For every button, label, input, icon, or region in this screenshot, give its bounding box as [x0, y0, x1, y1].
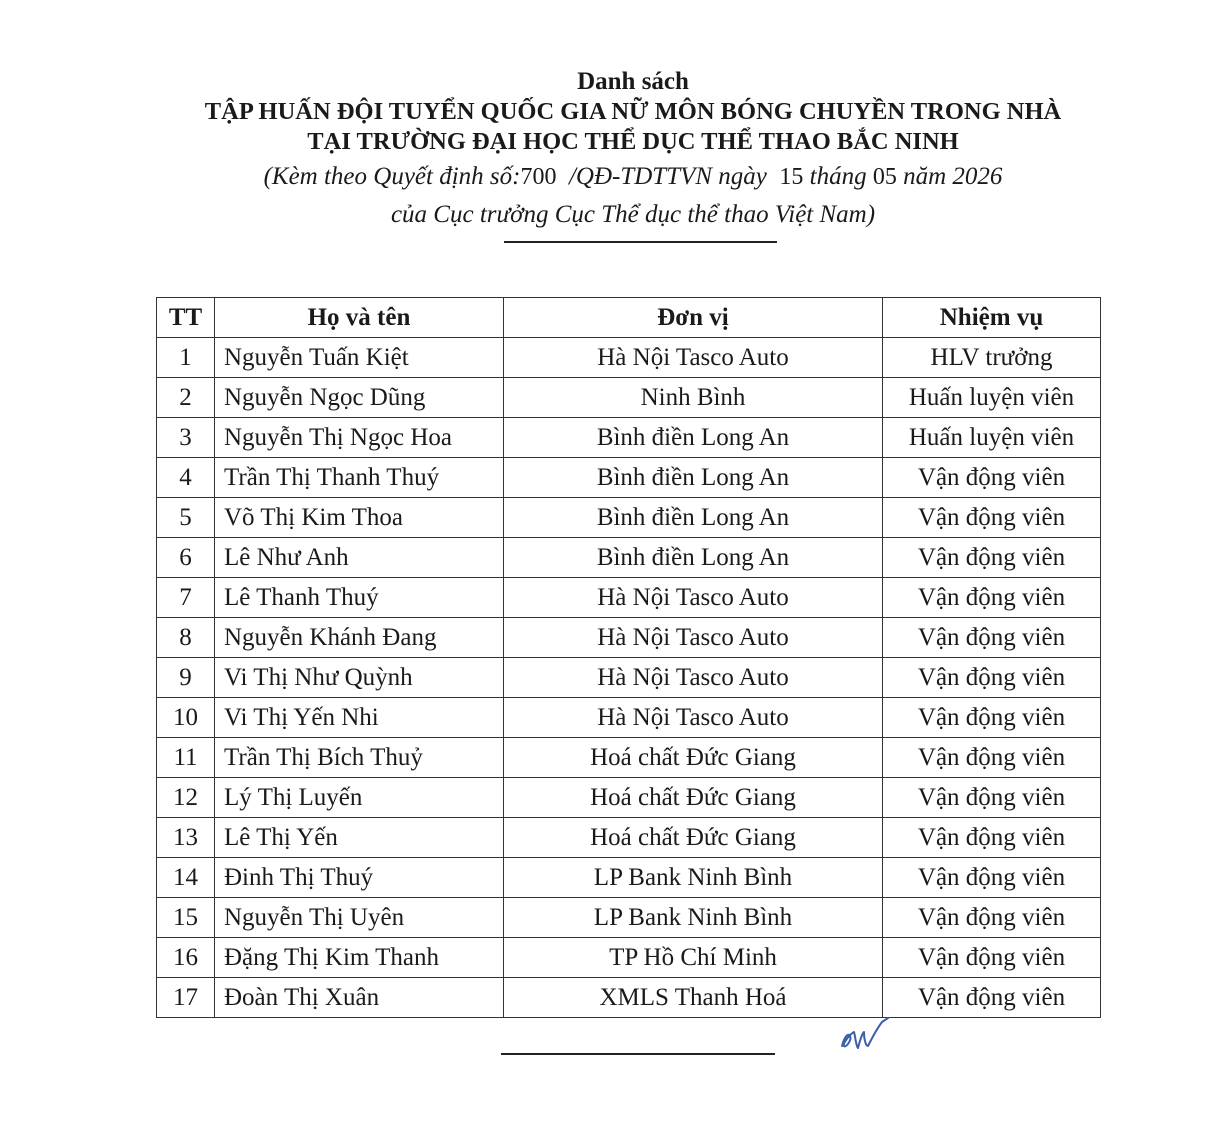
header-underline [504, 241, 777, 243]
table-body [157, 338, 1101, 1018]
table-row [157, 938, 1101, 978]
row-role: Vận động viên [883, 858, 1101, 898]
table-row [157, 458, 1101, 498]
table-row [157, 578, 1101, 618]
decision-code: /QĐ-TDTTVN ngày [568, 163, 767, 190]
table-row [157, 898, 1101, 938]
row-unit: Hoá chất Đức Giang [504, 778, 883, 818]
table-row [157, 698, 1101, 738]
row-index: 10 [157, 698, 215, 738]
row-unit: Hà Nội Tasco Auto [504, 698, 883, 738]
table-row [157, 658, 1101, 698]
document-subtitle-line2: TẠI TRƯỜNG ĐẠI HỌC THỂ DỤC THỂ THAO BẮC NINH [307, 128, 959, 155]
decision-prefix: (Kèm theo Quyết định số: [263, 163, 521, 190]
row-unit: Hoá chất Đức Giang [504, 738, 883, 778]
row-index: 4 [157, 458, 215, 498]
table-row [157, 338, 1101, 378]
row-index: 6 [157, 538, 215, 578]
row-unit: Hà Nội Tasco Auto [504, 618, 883, 658]
row-index: 16 [157, 938, 215, 978]
document-subtitle-line1: TẬP HUẤN ĐỘI TUYỂN QUỐC GIA NỮ MÔN BÓNG CHUYỀN TRONG NHÀ [204, 98, 1062, 125]
row-name: Vi Thị Như Quỳnh [215, 658, 504, 698]
row-name: Vi Thị Yến Nhi [215, 698, 504, 738]
row-unit: Bình điền Long An [504, 538, 883, 578]
table-row [157, 618, 1101, 658]
row-role: Vận động viên [883, 618, 1101, 658]
decision-month-label: tháng [809, 163, 867, 190]
row-index: 14 [157, 858, 215, 898]
row-name: Lê Như Anh [215, 538, 504, 578]
row-role: Huấn luyện viên [883, 418, 1101, 458]
column-header-tt: TT [157, 298, 215, 338]
table-header-row [157, 298, 1101, 338]
row-index: 7 [157, 578, 215, 618]
signature-icon [836, 1010, 896, 1056]
row-role: Vận động viên [883, 778, 1101, 818]
row-index: 5 [157, 498, 215, 538]
row-name: Nguyễn Tuấn Kiệt [215, 338, 504, 378]
row-role: Vận động viên [883, 818, 1101, 858]
row-name: Nguyễn Ngọc Dũng [215, 378, 504, 418]
row-role: Vận động viên [883, 938, 1101, 978]
row-name: Đặng Thị Kim Thanh [215, 938, 504, 978]
row-role: Vận động viên [883, 898, 1101, 938]
row-unit: Ninh Bình [504, 378, 883, 418]
row-role: Huấn luyện viên [883, 378, 1101, 418]
row-role: Vận động viên [883, 458, 1101, 498]
document-header [0, 66, 1206, 235]
row-name: Đinh Thị Thuý [215, 858, 504, 898]
row-unit: LP Bank Ninh Bình [504, 898, 883, 938]
column-header-unit: Đơn vị [504, 298, 883, 338]
table-row [157, 778, 1101, 818]
row-name: Đoàn Thị Xuân [215, 978, 504, 1018]
row-role: Vận động viên [883, 698, 1101, 738]
decision-month: 05 [872, 164, 897, 190]
document-title: Danh sách [577, 68, 689, 95]
column-header-name: Họ và tên [215, 298, 504, 338]
column-header-role: Nhiệm vụ [883, 298, 1101, 338]
row-index: 12 [157, 778, 215, 818]
decision-number: 700 [520, 164, 557, 190]
decision-issuer: của Cục trưởng Cục Thể dục thể thao Việt Nam) [390, 201, 876, 228]
table-row [157, 738, 1101, 778]
row-name: Trần Thị Bích Thuỷ [215, 738, 504, 778]
row-name: Nguyễn Thị Uyên [215, 898, 504, 938]
table-row [157, 538, 1101, 578]
row-index: 15 [157, 898, 215, 938]
row-unit: Hà Nội Tasco Auto [504, 578, 883, 618]
row-index: 2 [157, 378, 215, 418]
row-role: Vận động viên [883, 578, 1101, 618]
row-unit: Bình điền Long An [504, 498, 883, 538]
row-name: Nguyễn Thị Ngọc Hoa [215, 418, 504, 458]
row-name: Trần Thị Thanh Thuý [215, 458, 504, 498]
decision-day: 15 [779, 164, 804, 190]
row-name: Lê Thị Yến [215, 818, 504, 858]
row-unit: Hoá chất Đức Giang [504, 818, 883, 858]
roster-table [156, 297, 1101, 1018]
row-unit: XMLS Thanh Hoá [504, 978, 883, 1018]
row-index: 8 [157, 618, 215, 658]
row-name: Võ Thị Kim Thoa [215, 498, 504, 538]
row-unit: Hà Nội Tasco Auto [504, 658, 883, 698]
table-row [157, 858, 1101, 898]
table-row [157, 498, 1101, 538]
row-name: Nguyễn Khánh Đang [215, 618, 504, 658]
row-name: Lê Thanh Thuý [215, 578, 504, 618]
row-index: 3 [157, 418, 215, 458]
row-role: Vận động viên [883, 498, 1101, 538]
row-index: 9 [157, 658, 215, 698]
row-role: HLV trưởng [883, 338, 1101, 378]
row-role: Vận động viên [883, 738, 1101, 778]
row-unit: Hà Nội Tasco Auto [504, 338, 883, 378]
row-index: 13 [157, 818, 215, 858]
row-role: Vận động viên [883, 658, 1101, 698]
row-role: Vận động viên [883, 978, 1101, 1018]
decision-year: năm 2026 [903, 163, 1003, 190]
table-row [157, 978, 1101, 1018]
row-index: 17 [157, 978, 215, 1018]
table-row [157, 378, 1101, 418]
row-unit: Bình điền Long An [504, 458, 883, 498]
row-index: 11 [157, 738, 215, 778]
row-role: Vận động viên [883, 538, 1101, 578]
table-row [157, 418, 1101, 458]
footer-underline [501, 1053, 775, 1055]
row-unit: Bình điền Long An [504, 418, 883, 458]
row-index: 1 [157, 338, 215, 378]
decision-reference [0, 157, 1206, 197]
row-name: Lý Thị Luyến [215, 778, 504, 818]
row-unit: LP Bank Ninh Bình [504, 858, 883, 898]
row-unit: TP Hồ Chí Minh [504, 938, 883, 978]
table-row [157, 818, 1101, 858]
